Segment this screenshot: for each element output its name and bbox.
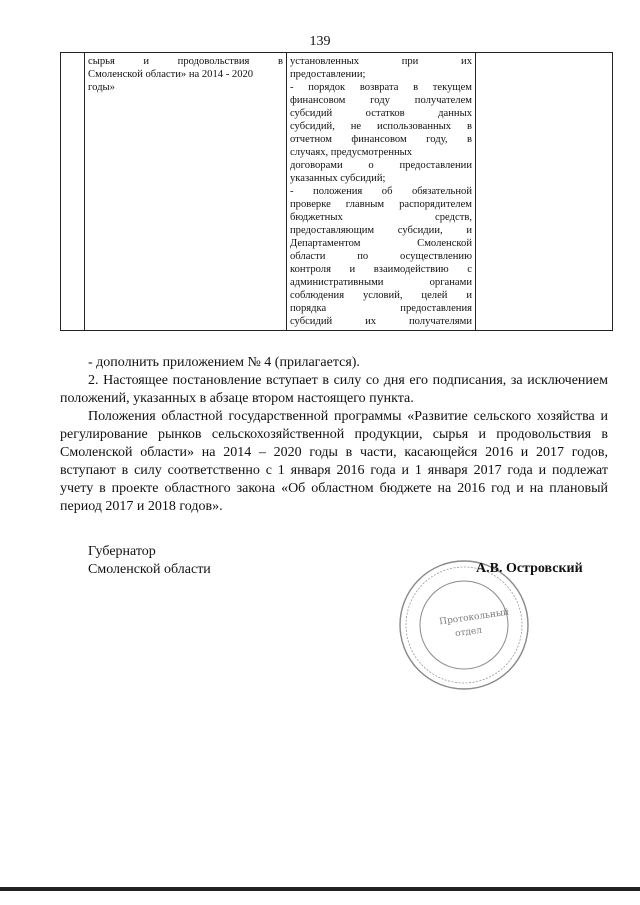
page-number: 139 (309, 34, 331, 49)
cell-line: сырья и продовольствия в (88, 56, 283, 67)
signatory-title-line: Губернатор (88, 544, 156, 559)
cell-line: годы» (88, 82, 115, 93)
cell-line: административными органами (290, 277, 472, 288)
cell-line: порядка предоставления (290, 303, 472, 314)
seal-label-line: отдел (454, 625, 483, 640)
cell-line: субсидий, не использованных в (290, 121, 472, 132)
seal-label-line: Протокольный (438, 607, 510, 628)
cell-line: случаях, предусмотренных (290, 147, 413, 158)
cell-line: бюджетных средств, (290, 212, 472, 223)
table-cell-number (61, 53, 85, 331)
cell-line: проверке главным распорядителем (290, 199, 472, 210)
table-cell-conditions (287, 53, 476, 331)
continuation-table (60, 52, 613, 331)
cell-line: соблюдения условий, целей и (290, 290, 472, 301)
table-cell-empty (476, 53, 613, 331)
table-row (61, 53, 613, 331)
document-body (60, 354, 608, 516)
signatory-title-line: Смоленской области (88, 562, 211, 577)
cell-line: - порядок возврата в текущем (290, 82, 472, 93)
cell-line: финансовом году получателем (290, 95, 472, 106)
paragraph-program-provisions: Положения областной государственной программы «Развитие сельского хозяйства и регулирование рынков сельскохозяйственной продукции, сырья и продовольствия в Смоленской области» на 2014 – 2020 годы в части, касающейся 2016 и 2017 годов, вступают в силу соответственно с 1 января 2016 года и 1 января 2017 года и подлежат учету в проекте областного закона «Об областном бюджете на 2016 год и на плановый период 2017 и 2018 годов». (60, 409, 608, 514)
cell-line: Смоленской области» на 2014 - 2020 (88, 69, 254, 80)
signatory-title (88, 543, 211, 579)
paragraph-effective-date: 2. Настоящее постановление вступает в силу со дня его подписания, за исключением положений, указанных в абзаце втором настоящего пункта. (60, 373, 608, 406)
paragraph-amendment: - дополнить приложением № 4 (прилагается). (88, 355, 360, 370)
signatory-name: А.В. Островский (476, 561, 583, 576)
seal-inner-ring (420, 581, 508, 669)
cell-line: установленных при их (290, 56, 472, 67)
cell-line: указанных субсидий; (290, 173, 386, 184)
cell-line: субсидий остатков данных (290, 108, 472, 119)
cell-line: субсидий их получателями (290, 316, 472, 327)
cell-line: отчетном финансовом году, в (290, 134, 472, 145)
cell-line: контроля и взаимодействию с (290, 264, 472, 275)
seal-outer-ring (400, 561, 528, 689)
seal-text-ring (406, 567, 522, 683)
cell-line: Департаментом Смоленской (290, 238, 472, 249)
cell-line: предоставляющим субсидии, и (290, 225, 472, 236)
cell-line: договорами о предоставлении (290, 160, 472, 171)
page-bottom-rule (0, 887, 640, 891)
cell-line: области по осуществлению (290, 251, 472, 262)
table-cell-program-name (85, 53, 287, 331)
cell-line: предоставлении; (290, 69, 366, 80)
cell-line: - положения об обязательной (290, 186, 472, 197)
